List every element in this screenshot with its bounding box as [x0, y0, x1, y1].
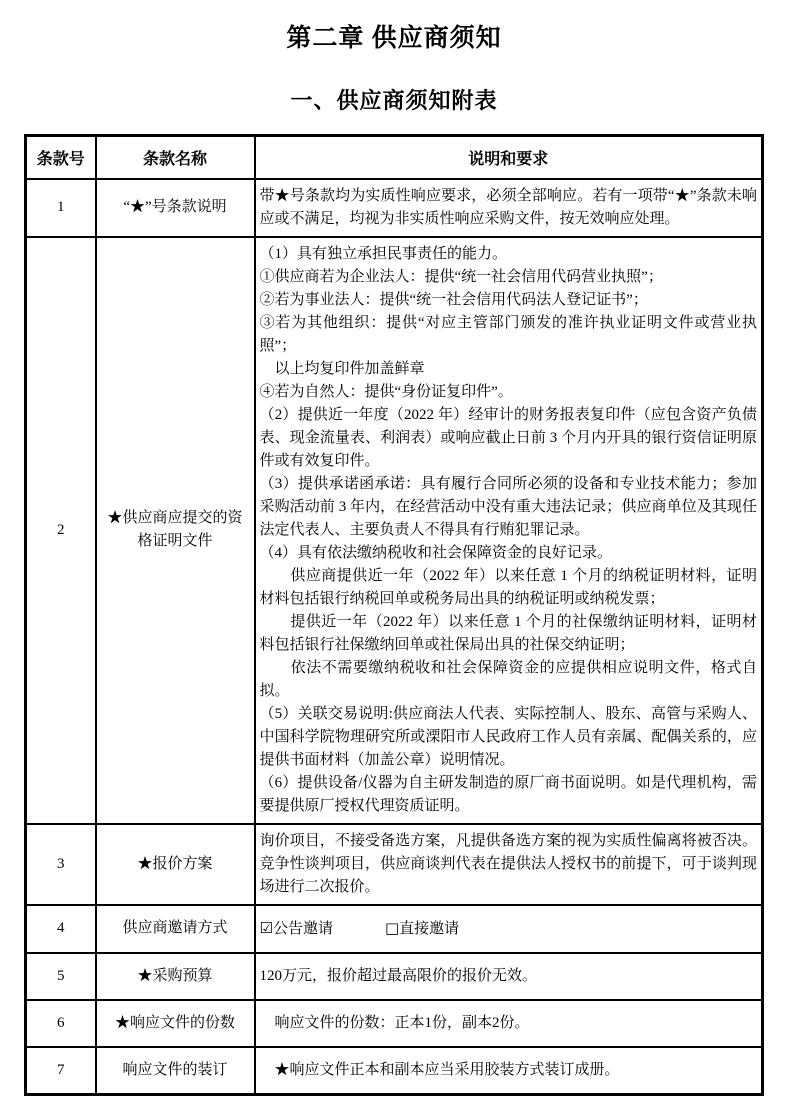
unchecked-checkbox-icon: □ [384, 918, 400, 937]
page-title: 第二章 供应商须知 [286, 25, 502, 52]
description-paragraph: （4）具有依法缴纳税收和社会保障资金的良好记录。 [259, 544, 613, 561]
header-clause-number: 条款号 [26, 135, 96, 179]
supplier-notice-table [24, 134, 764, 1096]
clause-number: 1 [26, 179, 96, 237]
description-paragraph: ④若为自然人：提供“身份证复印件”。 [259, 383, 513, 400]
clause-description [255, 1000, 763, 1047]
clause-description [255, 237, 763, 824]
description-paragraph: 120万元，报价超过最高限价的报价无效。 [259, 967, 538, 984]
description-paragraph: ★响应文件正本和副本应当采用胶装方式装订成册。 [259, 1061, 620, 1078]
description-paragraph: 响应文件的份数：正本1份，副本2份。 [259, 1014, 530, 1031]
table-row [26, 1047, 763, 1095]
table-row [26, 905, 763, 953]
clause-name: ★响应文件的份数 [96, 1000, 255, 1047]
clause-name: “★”号条款说明 [96, 179, 255, 237]
clause-number: 3 [26, 824, 96, 905]
clause-number: 7 [26, 1047, 96, 1095]
table-header-row [26, 135, 763, 179]
description-paragraph: 带★号条款均为实质性响应要求，必须全部响应。若有一项带“★”条款未响应或不满足，均视为非实质性响应采购文件，按无效响应处理。 [259, 187, 757, 227]
description-paragraph: 依法不需要缴纳税收和社会保障资金的应提供相应说明文件，格式自拟。 [259, 659, 757, 699]
table-row [26, 179, 763, 237]
clause-description [255, 824, 763, 905]
table-row [26, 237, 763, 824]
checkbox-label: 直接邀请 [399, 920, 460, 937]
description-paragraph: 供应商提供近一年（2022 年）以来任意 1 个月的纳税证明材料，证明材料包括银行纳税回单或税务局出具的纳税证明或纳税发票； [259, 567, 757, 607]
description-paragraph: ③若为其他组织：提供“对应主管部门颁发的准许执业证明文件或营业执照”； [259, 314, 757, 354]
header-clause-name: 条款名称 [96, 135, 255, 179]
invite-option-unchecked[interactable] [384, 918, 460, 937]
clause-number: 4 [26, 905, 96, 953]
description-paragraph: ②若为事业法人：提供“统一社会信用代码法人登记证书”； [259, 291, 648, 308]
clause-number: 6 [26, 1000, 96, 1047]
clause-name: 响应文件的装订 [96, 1047, 255, 1095]
clause-description [255, 953, 763, 1000]
description-paragraph: （6）提供设备/仪器为自主研发制造的原厂商书面说明。如是代理机构，需要提供原厂授权代理资质证明。 [259, 774, 757, 814]
clause-name: ★供应商应提交的资格证明文件 [96, 237, 255, 824]
invite-option-checked[interactable] [259, 918, 333, 937]
description-paragraph: （3）提供承诺函承诺：具有履行合同所必须的设备和专业技术能力；参加采购活动前 3 年内，在经营活动中没有重大违法记录；供应商单位及其现任法定代表人、主要负责人不得具有行贿犯罪记录。 [259, 475, 757, 538]
clause-number: 2 [26, 237, 96, 824]
clause-name: ★报价方案 [96, 824, 255, 905]
table-row [26, 953, 763, 1000]
table-body [26, 179, 763, 1095]
page-subtitle: 一、供应商须知附表 [290, 87, 498, 113]
table-row [26, 1000, 763, 1047]
description-paragraph: （1）具有独立承担民事责任的能力。 [259, 245, 508, 262]
clause-name: ★采购预算 [96, 953, 255, 1000]
checkbox-label: 公告邀请 [272, 920, 333, 937]
clause-name: 供应商邀请方式 [96, 905, 255, 953]
clause-number: 5 [26, 953, 96, 1000]
table-row [26, 824, 763, 905]
header-description: 说明和要求 [255, 135, 763, 179]
description-paragraph: 以上均复印件加盖鲜章 [259, 360, 425, 377]
clause-description [255, 179, 763, 237]
description-paragraph: （2）提供近一年度（2022 年）经审计的财务报表复印件（应包含资产负债表、现金流量表、利润表）或响应截止日前 3 个月内开具的银行资信证明原件或有效复印件。 [259, 406, 757, 469]
description-paragraph: 提供近一年（2022 年）以来任意 1 个月的社保缴纳证明材料，证明材料包括银行社保缴纳回单或社保局出具的社保交纳证明； [259, 613, 757, 653]
description-paragraph: （5）关联交易说明:供应商法人代表、实际控制人、股东、高管与采购人、中国科学院物理研究所或溧阳市人民政府工作人员有亲属、配偶关系的，应提供书面材料（加盖公章）说明情况。 [259, 705, 757, 768]
description-paragraph: ①供应商若为企业法人：提供“统一社会信用代码营业执照”； [259, 268, 663, 285]
clause-description [255, 1047, 763, 1095]
description-paragraph: 询价项目，不接受备选方案，凡提供备选方案的视为实质性偏离将被否决。竞争性谈判项目，供应商谈判代表在提供法人授权书的前提下，可于谈判现场进行二次报价。 [259, 832, 757, 895]
clause-description [255, 905, 763, 953]
checked-checkbox-icon: ☑ [259, 918, 273, 937]
